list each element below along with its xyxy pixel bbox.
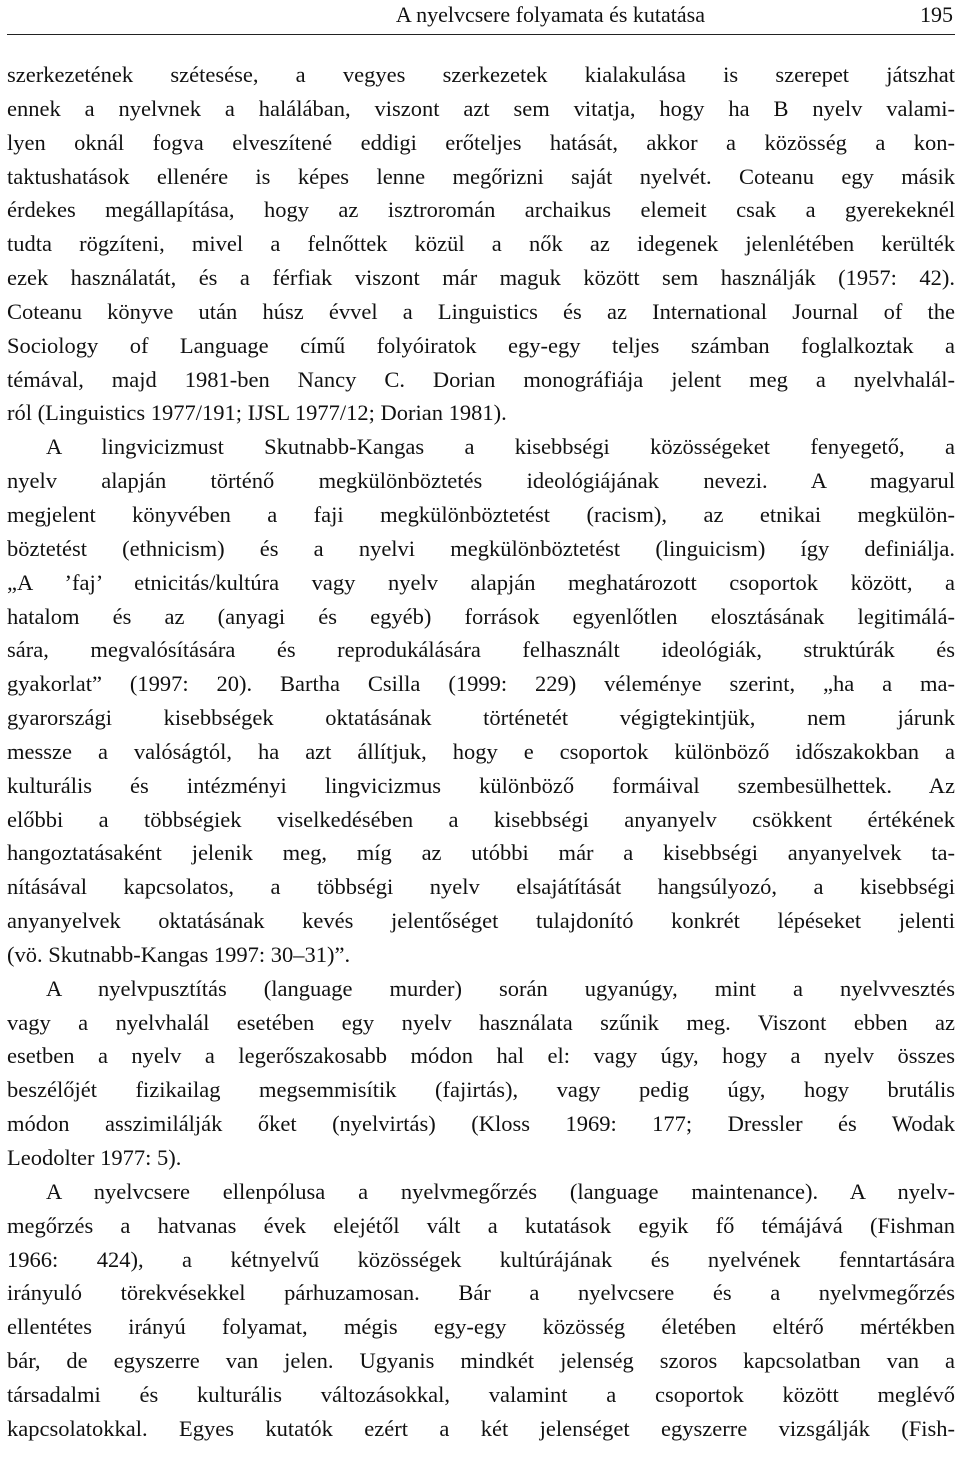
text-line: taktushatások ellenére is képes lenne megőrizni saját nyelvét. Coteanu egy másik <box>7 163 955 189</box>
text-line: messze a valóságtól, ha azt állítjuk, hogy e csoportok különböző időszakokban a <box>7 738 955 764</box>
text-line: bár, de egyszerre van jelen. Ugyanis mindkét jelenség szoros kapcsolatban van a <box>7 1348 955 1374</box>
text-line: Leodolter 1977: 5). <box>7 1145 182 1170</box>
running-title: A nyelvcsere folyamata és kutatása <box>395 2 705 27</box>
text-line: megjelent könyvében a faji megkülönböztetést (racism), az etnikai megkülön- <box>7 501 955 527</box>
text-line: A lingvicizmust Skutnabb-Kangas a kisebbségi közösségeket fenyegető, a <box>46 434 955 460</box>
text-line: módon asszimilálják őket (nyelvirtás) (Kloss 1969: 177; Dressler és Wodak <box>7 1111 955 1137</box>
text-line: gyarországi kisebbségek oktatásának történetét végigtekintjük, nem járunk <box>7 705 955 731</box>
text-line: böztetést (ethnicism) és a nyelvi megkülönböztetést (linguicism) így definiálja. <box>7 535 955 561</box>
text-line: sára, megvalósítására és reprodukálására felhasznált ideológiák, struktúrák és <box>7 637 955 663</box>
text-line: tudta rögzíteni, mivel a felnőttek közül a nők az idegenek jelenlétében kerülték <box>7 231 955 257</box>
text-line: irányuló törekvésekkel párhuzamosan. Bár a nyelvcsere és a nyelvmegőrzés <box>7 1280 955 1306</box>
page-number: 195 <box>920 2 953 27</box>
page-header <box>7 0 955 35</box>
text-line: Coteanu könyve után húsz évvel a Linguistics és az International Journal of the <box>7 298 955 324</box>
text-line: hatalom és az (anyagi és egyéb) források egyenlőtlen elosztásának legitimálá- <box>7 603 955 629</box>
text-line: anyanyelvek oktatásának kevés jelentőséget tulajdonító konkrét lépéseket jelenti <box>7 908 955 934</box>
text-line: vagy a nyelvhalál esetében egy nyelv használata szűnik meg. Viszont ebben az <box>7 1009 955 1035</box>
text-line: megőrzés a hatvanas évek elejétől vált a kutatások egyik fő témájává (Fishman <box>7 1212 955 1238</box>
text-line: hangoztatásaként jelenik meg, míg az utóbbi már a kisebbségi anyanyelvek ta- <box>7 840 955 866</box>
text-line: témával, majd 1981-ben Nancy C. Dorian monográfiája jelent meg a nyelvhalál- <box>7 366 955 392</box>
text-line: társadalmi és kulturális változásokkal, valamint a csoportok között meglévő <box>7 1381 955 1407</box>
text-line: ezek használatát, és a férfiak viszont már maguk között sem használják (1957: 42). <box>7 265 955 291</box>
text-line: nításával kapcsolatos, a többségi nyelv elsajátítását hangsúlyozó, a kisebbségi <box>7 874 955 900</box>
text-line: szerkezetének szétesése, a vegyes szerkezetek kialakulása is szerepet játszhat <box>7 62 955 87</box>
text-line: ról (Linguistics 1977/191; IJSL 1977/12; Dorian 1981). <box>7 400 507 426</box>
text-line: gyakorlat” (1997: 20). Bartha Csilla (1999: 229) véleménye szerint, „ha a ma- <box>7 671 955 697</box>
body-text <box>7 58 955 1446</box>
text-line: kulturális és intézményi lingvicizmus különböző formáival szembesülhettek. Az <box>7 772 955 798</box>
text-line: kapcsolatokkal. Egyes kutatók ezért a két jelenséget egyszerre vizsgálják (Fish- <box>7 1415 955 1441</box>
text-line: Sociology of Language című folyóiratok egy-egy teljes számban foglalkoztak a <box>7 332 955 358</box>
text-line: A nyelvcsere ellenpólusa a nyelvmegőrzés (language maintenance). A nyelv- <box>46 1178 955 1204</box>
text-line: esetben a nyelv a legerőszakosabb módon hal el: vagy úgy, hogy a nyelv összes <box>7 1043 955 1069</box>
text-line: érdekes megállapítása, hogy az isztroromán archaikus elemeit csak a gyerekeknél <box>7 197 955 223</box>
text-line: nyelv alapján történő megkülönböztetés ideológiájának nevezi. A magyarul <box>7 468 955 494</box>
text-line: ennek a nyelvnek a halálában, viszont azt sem vitatja, hogy ha B nyelv valami- <box>7 95 955 121</box>
text-line: ellentétes irányú folyamat, mégis egy-egy közösség életében eltérő mértékben <box>7 1314 955 1340</box>
text-line: lyen oknál fogva elveszítené eddigi erőteljes hatását, akkor a közösség a kon- <box>7 129 955 155</box>
text-line: 1966: 424), a kétnyelvű közösségek kultúrájának és nyelvének fenntartására <box>7 1246 955 1272</box>
text-line: előbbi a többségiek viselkedésében a kisebbségi anyanyelv csökkent értékének <box>7 806 955 832</box>
text-line: „A ’faj’ etnicitás/kultúra vagy nyelv alapján meghatározott csoportok között, a <box>7 569 955 595</box>
document-page <box>7 0 955 1441</box>
text-line: (vö. Skutnabb-Kangas 1997: 30–31)”. <box>7 941 351 967</box>
text-line: A nyelvpusztítás (language murder) során ugyanúgy, mint a nyelvvesztés <box>46 975 955 1001</box>
text-line: beszélőjét fizikailag megsemmisítik (fajirtás), vagy pedig úgy, hogy brutális <box>7 1077 955 1103</box>
